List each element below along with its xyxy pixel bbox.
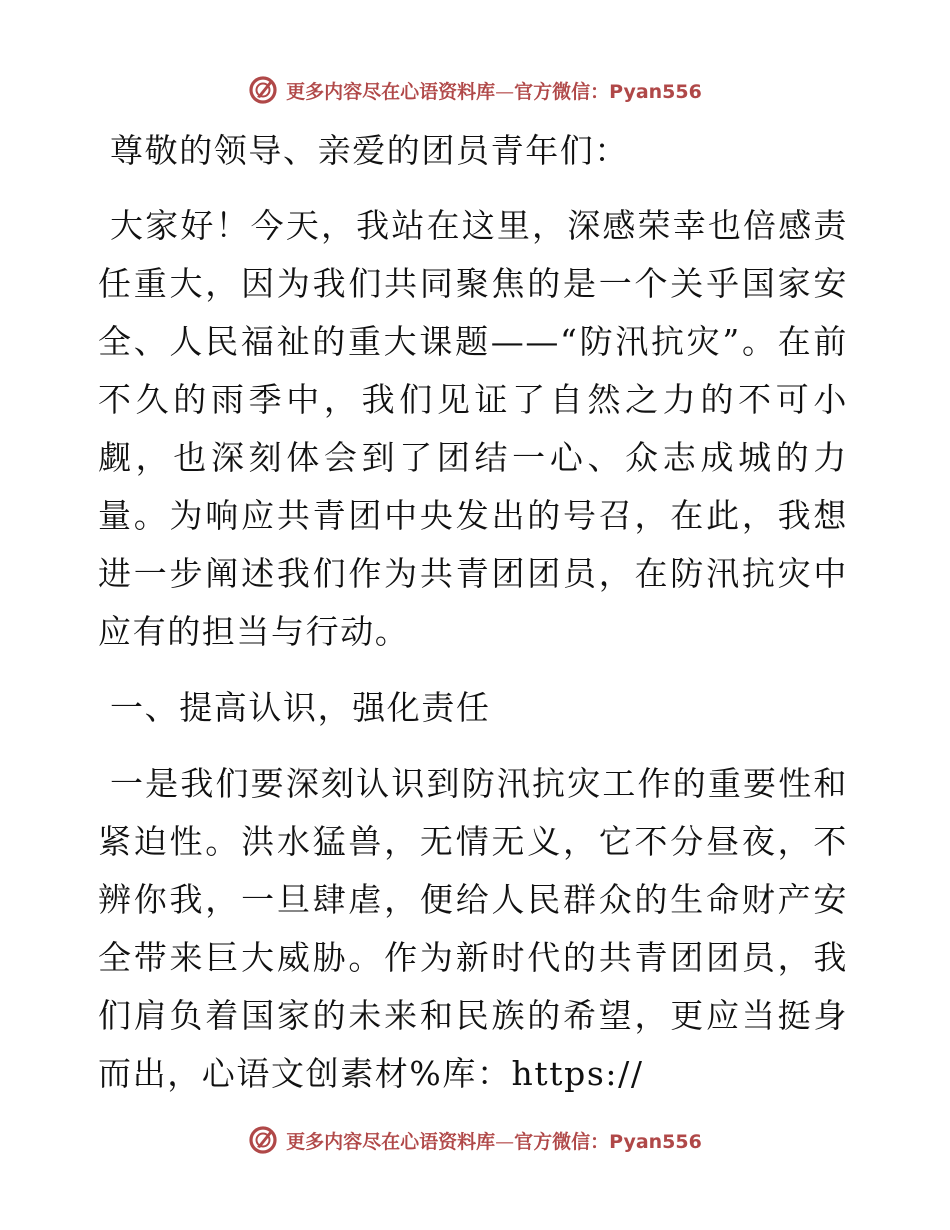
document-body (98, 122, 848, 1103)
section-heading: 一、提高认识，强化责任 (110, 688, 491, 727)
quill-logo-icon (248, 1125, 278, 1155)
watermark-text: 更多内容尽在心语资料库—官方微信：Pyan556 (286, 1130, 702, 1153)
opening-paragraph: 大家好！今天，我站在这里，深感荣幸也倍感责任重大，因为我们共同聚焦的是一个关乎国家安全、人民福祉的重大课题——“防汛抗灾”。在前不久的雨季中，我们见证了自然之力的不可小觑，也深刻体会到了团结一心、众志成城的力量。为响应共青团中央发出的号召，在此，我想进一步阐述我们作为共青团团员，在防汛抗灾中应有的担当与行动。 (98, 206, 848, 651)
quill-logo-icon (248, 75, 278, 105)
header-watermark (0, 70, 950, 110)
section-paragraph: 一是我们要深刻认识到防汛抗灾工作的重要性和紧迫性。洪水猛兽，无情无义，它不分昼夜，不辨你我，一旦肆虐，便给人民群众的生命财产安全带来巨大威胁。作为新时代的共青团团员，我们肩负着国家的未来和民族的希望，更应当挺身而出，心语文创素材%库：https:// (98, 764, 848, 1093)
footer-watermark (0, 1120, 950, 1160)
watermark-text: 更多内容尽在心语资料库—官方微信：Pyan556 (286, 80, 702, 103)
salutation: 尊敬的领导、亲爱的团员青年们： (110, 131, 629, 170)
